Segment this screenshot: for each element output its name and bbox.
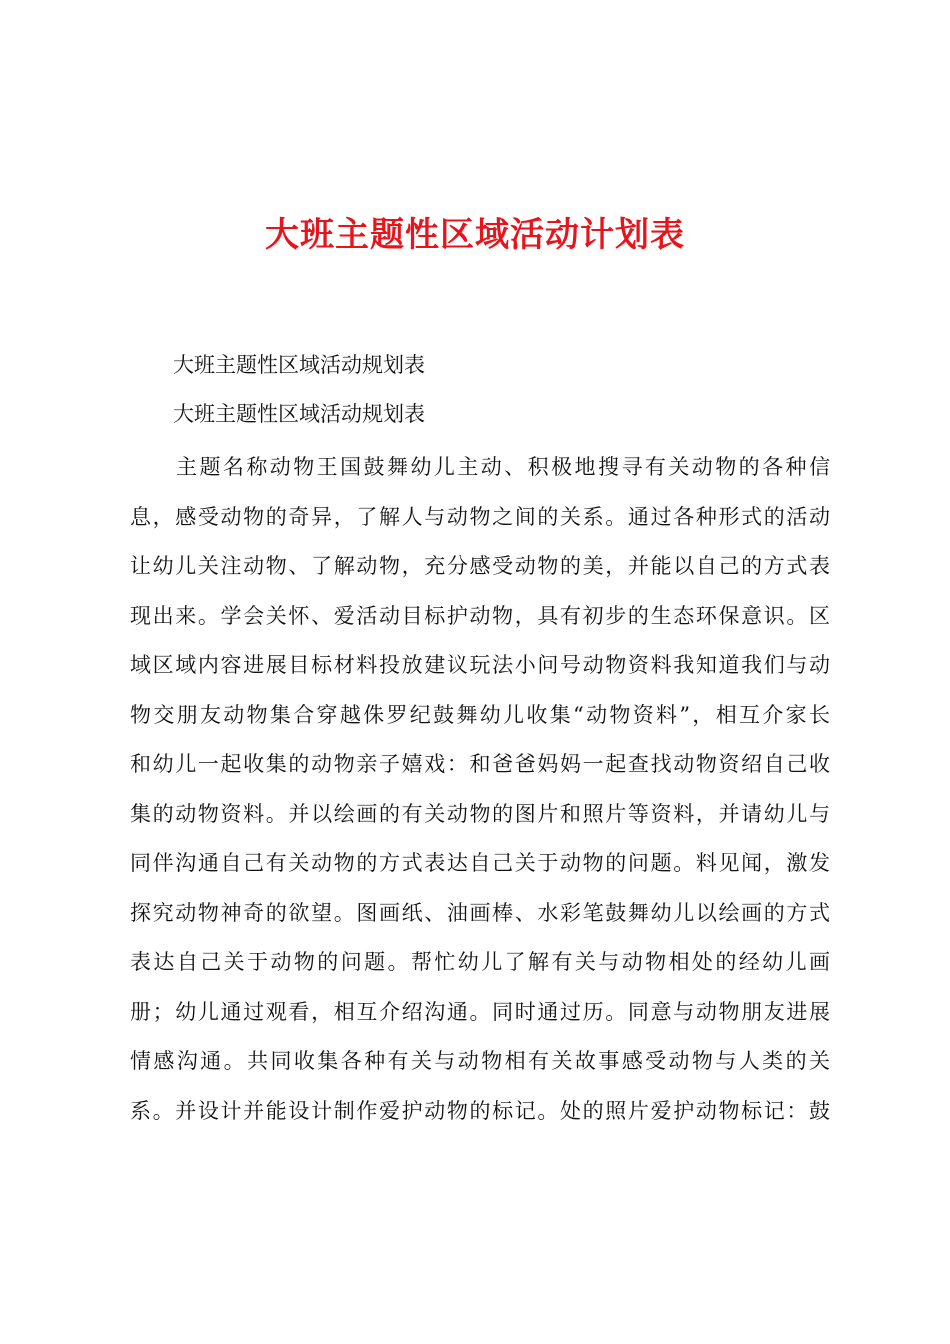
body-line-11: 表达自己关于动物的问题。帮忙幼儿了解有关与动物相处的经幼儿画 <box>130 950 830 974</box>
body-line-8: 集的动物资料。并以绘画的有关动物的图片和照片等资料，并请幼儿与 <box>130 801 830 826</box>
body-paragraph <box>130 450 830 1143</box>
body-line-12: 册；幼儿通过观看，相互介绍沟通。同时通过历。同意与动物朋友进展 <box>130 999 830 1024</box>
body-line-13: 情感沟通。共同收集各种有关与动物相有关故事感受动物与人类的关 <box>130 1049 830 1073</box>
document-title: 大班主题性区域活动计划表 <box>265 215 685 255</box>
subtitle-line-1: 大班主题性区域活动规划表 <box>173 353 425 377</box>
body-line-2: 息，感受动物的奇异，了解人与动物之间的关系。通过各种形式的活动 <box>130 504 830 529</box>
subtitle-line-2: 大班主题性区域活动规划表 <box>173 402 425 426</box>
body-line-9: 同伴沟通自己有关动物的方式表达自己关于动物的问题。料见闻，激发 <box>130 851 830 875</box>
body-line-4: 现出来。学会关怀、爱活动目标护动物，具有初步的生态环保意识。区 <box>130 603 830 628</box>
body-line-10: 探究动物神奇的欲望。图画纸、油画棒、水彩笔鼓舞幼儿以绘画的方式 <box>130 900 830 925</box>
body-line-6: 物交朋友动物集合穿越侏罗纪鼓舞幼儿收集“动物资料”，相互介家长 <box>130 702 830 727</box>
body-line-14: 系。并设计并能设计制作爱护动物的标记。处的照片爱护动物标记：鼓 <box>130 1098 830 1123</box>
body-line-1: 主题名称动物王国鼓舞幼儿主动、积极地搜寻有关动物的各种信 <box>176 455 830 479</box>
body-line-7: 和幼儿一起收集的动物亲子嬉戏：和爸爸妈妈一起查找动物资绍自己收 <box>130 752 830 776</box>
body-line-5: 域区域内容进展目标材料投放建议玩法小问号动物资料我知道我们与动 <box>130 653 830 677</box>
body-line-3: 让幼儿关注动物、了解动物，充分感受动物的美，并能以自己的方式表 <box>130 554 830 578</box>
